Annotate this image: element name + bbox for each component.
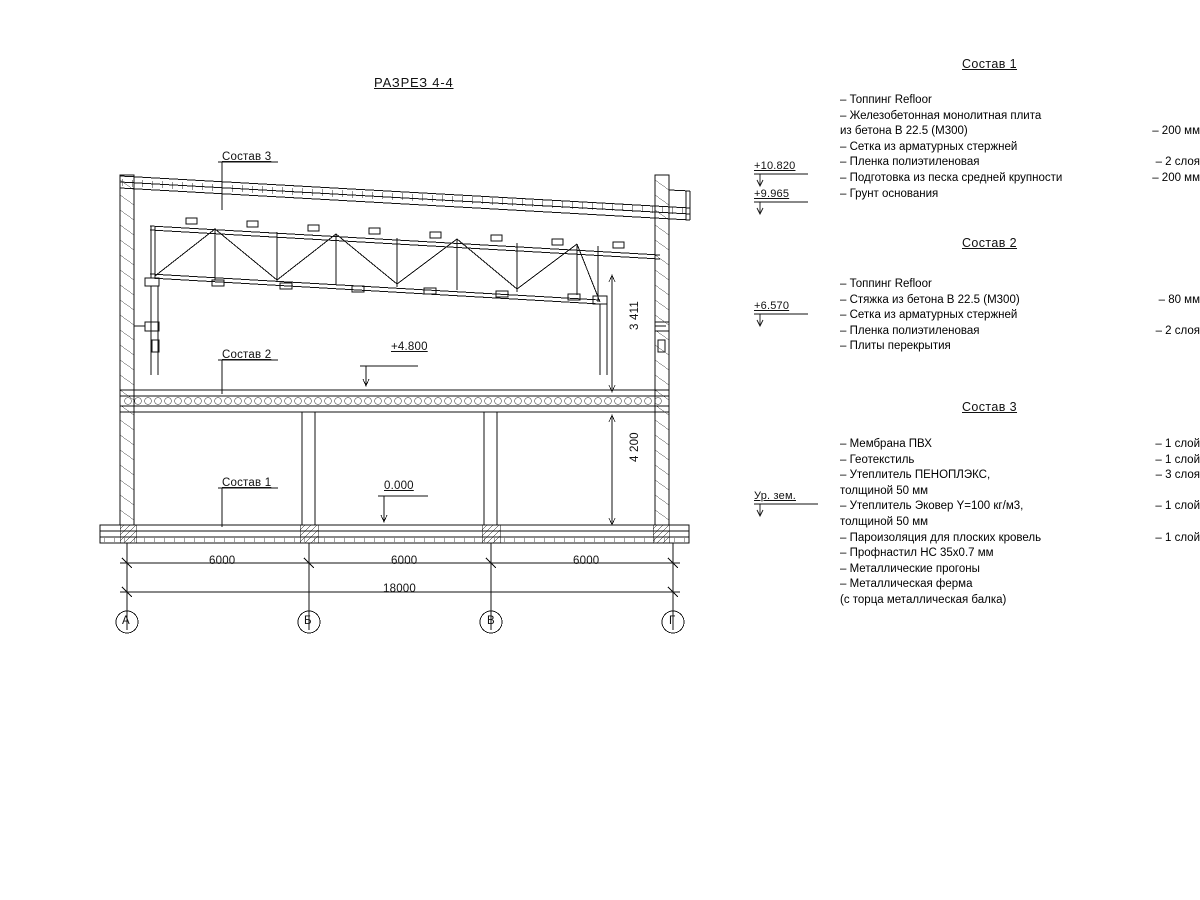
elevation-10820: +10.820 [754,160,796,172]
spec-item-group [840,468,990,499]
spec-1-title: Состав 1 [962,57,1018,71]
level-mark-4800: +4.800 [391,341,428,353]
spec-row [840,155,1200,171]
spec-item: – Мембрана ПВХ [840,438,932,450]
spec-item-group [840,577,1006,608]
spec-item: – Пленка полиэтиленовая [840,156,980,169]
bay-dimension-2: 6000 [391,555,418,567]
spec-item: – Металлические прогоны [840,562,980,575]
dimension-4200: 4 200 [629,432,641,462]
spec-item: – Профнастил НС 35х0.7 мм [840,547,994,560]
spec-item-sub: (с торца металлическая балка) [840,593,1007,606]
spec-item: – Железобетонная монолитная плита [840,109,1042,122]
spec-value [1190,339,1200,355]
spec-value [1190,562,1200,578]
spec-value [1190,187,1200,203]
axis-label-b: Б [304,615,312,627]
spec-value: – 1 слой [1155,500,1200,513]
spec-item: – Пароизоляция для плоских кровель [840,531,1042,544]
spec-row [840,324,1200,340]
spec-value [1190,93,1200,109]
spec-value [1190,546,1200,562]
spec-value: – 2 слоя [1155,324,1200,337]
spec-item: – Стяжка из бетона В 22.5 (М300) [840,293,1020,306]
bay-dimension-3: 6000 [573,555,600,567]
spec-value [1190,308,1200,324]
spec-item: – Топпинг Refloor [840,94,932,106]
spec-row [840,187,1200,203]
label-sostav3-callout: Состав 3 [222,151,272,163]
spec-item: – Металлическая ферма [840,578,973,591]
axis-label-v: В [487,615,495,627]
spec-value: – 200 мм [1152,125,1200,138]
spec-row [840,93,1200,109]
spec-value [1190,140,1200,156]
elevation-6570: +6.570 [754,300,790,312]
spec-value: – 2 слоя [1155,156,1200,169]
spec-row [840,293,1200,309]
spec-value: – 80 мм [1158,293,1200,306]
spec-2-list [840,277,1200,355]
spec-2-title: Состав 2 [962,236,1018,250]
spec-row [840,562,1200,578]
spec-row [840,546,1200,562]
spec-item: – Плиты перекрытия [840,340,951,353]
spec-row [840,437,1200,453]
spec-row [840,308,1200,324]
spec-row [840,577,1200,608]
spec-item-sub: из бетона В 22.5 (М300) [840,125,968,138]
spec-item: – Сетка из арматурных стержней [840,309,1018,322]
spec-value: – 200 мм [1152,171,1200,184]
spec-item: – Сетка из арматурных стержней [840,140,1018,153]
level-mark-0000: 0.000 [384,480,414,492]
spec-item: – Геотекстиль [840,453,915,466]
spec-3-list [840,437,1200,609]
spec-value [1190,277,1200,293]
spec-value: – 3 слоя [1155,469,1200,482]
spec-row [840,140,1200,156]
dimension-3411: 3 411 [629,301,641,330]
spec-value: – 1 слой [1155,531,1200,544]
spec-item: – Пленка полиэтиленовая [840,324,980,337]
elevation-9965: +9.965 [754,188,790,200]
spec-row [840,453,1200,469]
spec-value: – 1 слой [1155,453,1200,466]
spec-item: – Подготовка из песка средней крупности [840,171,1063,184]
spec-item: – Топпинг Refloor [840,278,932,290]
spec-value [1190,577,1200,608]
axis-label-g: Г [669,615,676,627]
bay-dimension-1: 6000 [209,555,236,567]
spec-3-title: Состав 3 [962,400,1018,414]
axis-label-a: А [122,615,130,627]
spec-row [840,531,1200,547]
spec-row [840,277,1200,293]
spec-item: – Грунт основания [840,187,939,200]
section-title: РАЗРЕЗ 4-4 [374,75,454,90]
elevation-ground-level: Ур. зем. [754,490,796,502]
spec-item-sub: толщиной 50 мм [840,515,929,528]
spec-row [840,499,1200,530]
spec-item-sub: толщиной 50 мм [840,484,929,497]
label-sostav1-callout: Состав 1 [222,477,272,489]
spec-item: – Утеплитель ПЕНОПЛЭКС, [840,469,991,482]
spec-item-group [840,109,1041,140]
spec-value: – 1 слой [1155,438,1200,450]
spec-item-group [840,499,1023,530]
label-sostav2-callout: Состав 2 [222,349,272,361]
spec-row [840,171,1200,187]
spec-1-list [840,93,1200,202]
spec-row [840,109,1200,140]
spec-row [840,468,1200,499]
total-dimension: 18000 [383,583,416,595]
spec-row [840,339,1200,355]
spec-item: – Утеплитель Эковер Y=100 кг/м3, [840,500,1024,513]
